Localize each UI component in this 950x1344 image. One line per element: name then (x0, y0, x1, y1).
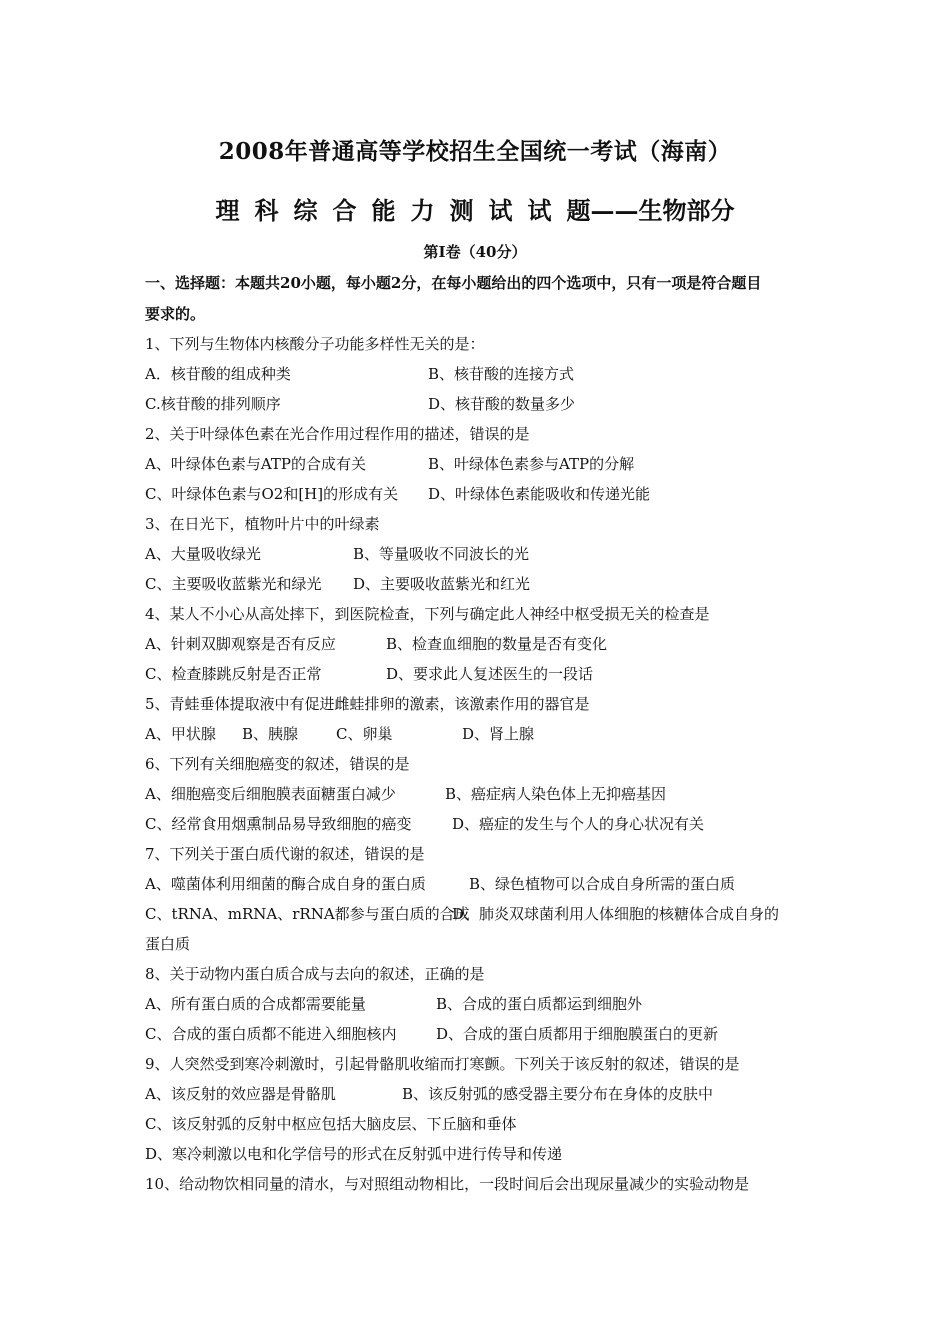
question-9-option-d: D、寒冷刺激以电和化学信号的形式在反射弧中进行传导和传递 (145, 1145, 563, 1163)
section-title: 第Ⅰ卷（40分） (423, 243, 527, 261)
question-3-option-a: A、大量吸收绿光 (145, 545, 261, 563)
question-7-option-c: C、tRNA、mRNA、rRNA都参与蛋白质的合成 (145, 905, 470, 923)
question-6-option-d: D、癌症的发生与个人的身心状况有关 (452, 815, 705, 833)
subtitle-tail: 题——生物部分 (566, 196, 735, 225)
question-6-option-b: B、癌症病人染色体上无抑癌基因 (445, 785, 667, 803)
question-3-option-d: D、主要吸收蓝紫光和红光 (353, 575, 531, 593)
question-4-option-a: A、针刺双脚观察是否有反应 (145, 635, 336, 653)
question-2-stem: 2、关于叶绿体色素在光合作用过程作用的描述，错误的是 (145, 425, 530, 443)
question-10-stem: 10、给动物饮相同量的清水，与对照组动物相比，一段时间后会出现尿量减少的实验动物是 (145, 1175, 750, 1193)
question-4-stem: 4、某人不小心从高处摔下，到医院检查，下列与确定此人神经中枢受损无关的检查是 (145, 605, 710, 623)
question-5-stem: 5、青蛙垂体提取液中有促进雌蛙排卵的激素，该激素作用的器官是 (145, 695, 590, 713)
question-7-stem: 7、下列关于蛋白质代谢的叙述，错误的是 (145, 845, 425, 863)
question-5-option-c: C、卵巢 (336, 725, 393, 743)
question-4-option-b: B、检查血细胞的数量是否有变化 (386, 635, 608, 653)
question-2-option-b: B、叶绿体色素参与ATP的分解 (428, 455, 635, 473)
question-6-stem: 6、下列有关细胞癌变的叙述，错误的是 (145, 755, 410, 773)
question-7-option-d-continued: 蛋白质 (145, 935, 191, 953)
exam-title: 2008年普通高等学校招生全国统一考试（海南） (218, 138, 732, 165)
instructions-line-2: 要求的。 (145, 305, 206, 323)
question-5-option-d: D、肾上腺 (462, 725, 535, 743)
question-4-option-d: D、要求此人复述医生的一段话 (386, 665, 594, 683)
question-8-option-c: C、合成的蛋白质都不能进入细胞核内 (145, 1025, 397, 1043)
instructions-line-1: 一、选择题：本题共20小题，每小题2分，在每小题给出的四个选项中，只有一项是符合题目 (145, 274, 762, 292)
question-3-stem: 3、在日光下，植物叶片中的叶绿素 (145, 515, 380, 533)
question-4-option-c: C、检查膝跳反射是否正常 (145, 665, 322, 683)
question-8-option-b: B、合成的蛋白质都运到细胞外 (436, 995, 643, 1013)
subtitle-spaced: 理科综合能力测试试 (215, 196, 567, 225)
question-1-option-b: B、核苷酸的连接方式 (428, 365, 575, 383)
question-7-option-b: B、绿色植物可以合成自身所需的蛋白质 (469, 875, 736, 893)
question-8-option-d: D、合成的蛋白质都用于细胞膜蛋白的更新 (436, 1025, 719, 1043)
question-6-option-c: C、经常食用烟熏制品易导致细胞的癌变 (145, 815, 412, 833)
question-3-option-b: B、等量吸收不同波长的光 (353, 545, 530, 563)
question-3-option-c: C、主要吸收蓝紫光和绿光 (145, 575, 322, 593)
question-9-stem: 9、人突然受到寒冷刺激时，引起骨骼肌收缩而打寒颤。下列关于该反射的叙述，错误的是 (145, 1055, 740, 1073)
question-2-option-a: A、叶绿体色素与ATP的合成有关 (145, 455, 366, 473)
question-7-option-a: A、噬菌体利用细菌的酶合成自身的蛋白质 (145, 875, 426, 893)
question-5-option-b: B、胰腺 (242, 725, 299, 743)
question-2-option-d: D、叶绿体色素能吸收和传递光能 (428, 485, 651, 503)
question-2-option-c: C、叶绿体色素与O2和[H]的形成有关 (145, 485, 399, 503)
question-5-option-a: A、甲状腺 (145, 725, 216, 743)
question-1-option-a: A．核苷酸的组成种类 (145, 365, 291, 383)
question-1-stem: 1、下列与生物体内核酸分子功能多样性无关的是： (145, 335, 485, 353)
question-6-option-a: A、细胞癌变后细胞膜表面糖蛋白减少 (145, 785, 396, 803)
exam-subtitle (0, 191, 950, 226)
question-7-option-d: D、肺炎双球菌利用人体细胞的核糖体合成自身的 (452, 905, 780, 923)
question-8-option-a: A、所有蛋白质的合成都需要能量 (145, 995, 366, 1013)
question-9-option-c: C、该反射弧的反射中枢应包括大脑皮层、下丘脑和垂体 (145, 1115, 517, 1133)
question-1-option-d: D、核苷酸的数量多少 (428, 395, 576, 413)
question-8-stem: 8、关于动物内蛋白质合成与去向的叙述，正确的是 (145, 965, 485, 983)
question-1-option-c: C.核苷酸的排列顺序 (145, 395, 281, 413)
question-9-option-b: B、该反射弧的感受器主要分布在身体的皮肤中 (402, 1085, 714, 1103)
question-9-option-a: A、该反射的效应器是骨骼肌 (145, 1085, 336, 1103)
